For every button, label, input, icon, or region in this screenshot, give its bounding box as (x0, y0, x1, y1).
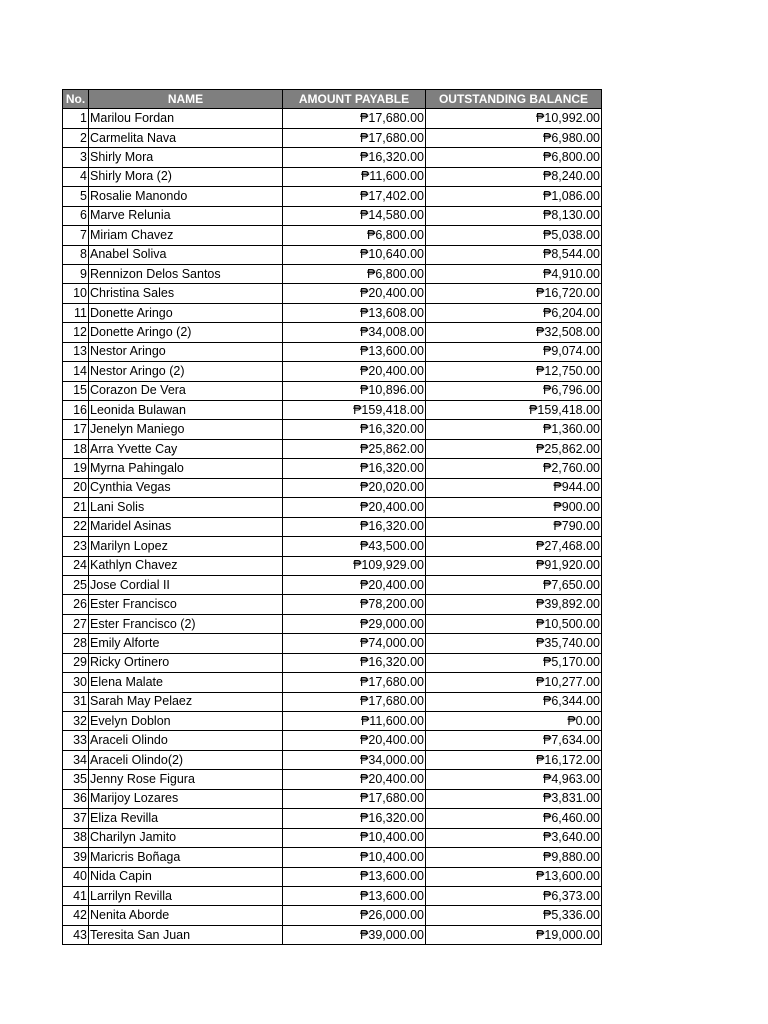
row-number-cell: 2 (63, 128, 89, 147)
row-number-cell: 43 (63, 925, 89, 944)
name-cell: Nenita Aborde (89, 906, 283, 925)
name-cell: Carmelita Nava (89, 128, 283, 147)
amount-payable-cell: ₱10,400.00 (283, 828, 426, 847)
name-cell: Evelyn Doblon (89, 712, 283, 731)
table-row (63, 517, 602, 536)
amount-payable-cell: ₱17,680.00 (283, 692, 426, 711)
table-row (63, 556, 602, 575)
row-number-cell: 10 (63, 284, 89, 303)
name-cell: Marijoy Lozares (89, 789, 283, 808)
outstanding-balance-cell: ₱32,508.00 (426, 323, 602, 342)
row-number-cell: 12 (63, 323, 89, 342)
row-number-cell: 18 (63, 439, 89, 458)
outstanding-balance-cell: ₱10,500.00 (426, 614, 602, 633)
name-cell: Larrilyn Revilla (89, 886, 283, 905)
name-cell: Donette Aringo (2) (89, 323, 283, 342)
table-row (63, 323, 602, 342)
outstanding-balance-cell: ₱3,640.00 (426, 828, 602, 847)
table-row (63, 828, 602, 847)
table-row (63, 109, 602, 128)
amount-payable-cell: ₱20,400.00 (283, 731, 426, 750)
table-row (63, 167, 602, 186)
table-row (63, 692, 602, 711)
name-cell: Arra Yvette Cay (89, 439, 283, 458)
outstanding-balance-cell: ₱8,240.00 (426, 167, 602, 186)
amount-payable-cell: ₱109,929.00 (283, 556, 426, 575)
outstanding-balance-cell: ₱7,634.00 (426, 731, 602, 750)
name-cell: Myrna Pahingalo (89, 459, 283, 478)
header-name: NAME (89, 90, 283, 109)
row-number-cell: 37 (63, 809, 89, 828)
row-number-cell: 16 (63, 401, 89, 420)
amount-payable-cell: ₱43,500.00 (283, 537, 426, 556)
outstanding-balance-cell: ₱3,831.00 (426, 789, 602, 808)
amount-payable-cell: ₱13,600.00 (283, 342, 426, 361)
table-row (63, 264, 602, 283)
table-row (63, 537, 602, 556)
table-row (63, 342, 602, 361)
name-cell: Eliza Revilla (89, 809, 283, 828)
amount-payable-cell: ₱16,320.00 (283, 653, 426, 672)
name-cell: Cynthia Vegas (89, 478, 283, 497)
amount-payable-cell: ₱26,000.00 (283, 906, 426, 925)
amount-payable-cell: ₱20,400.00 (283, 362, 426, 381)
amount-payable-cell: ₱16,320.00 (283, 517, 426, 536)
outstanding-balance-cell: ₱12,750.00 (426, 362, 602, 381)
outstanding-balance-cell: ₱6,204.00 (426, 303, 602, 322)
table-row (63, 498, 602, 517)
name-cell: Miriam Chavez (89, 226, 283, 245)
row-number-cell: 42 (63, 906, 89, 925)
table-row (63, 789, 602, 808)
outstanding-balance-cell: ₱7,650.00 (426, 575, 602, 594)
table-row (63, 401, 602, 420)
row-number-cell: 1 (63, 109, 89, 128)
table-row (63, 673, 602, 692)
name-cell: Jose Cordial II (89, 575, 283, 594)
name-cell: Anabel Soliva (89, 245, 283, 264)
amount-payable-cell: ₱78,200.00 (283, 595, 426, 614)
amount-payable-cell: ₱16,320.00 (283, 809, 426, 828)
table-row (63, 478, 602, 497)
table-row (63, 906, 602, 925)
amount-payable-cell: ₱13,600.00 (283, 867, 426, 886)
amount-payable-cell: ₱25,862.00 (283, 439, 426, 458)
amount-payable-cell: ₱17,402.00 (283, 187, 426, 206)
table-row (63, 653, 602, 672)
amount-payable-cell: ₱16,320.00 (283, 459, 426, 478)
outstanding-balance-cell: ₱2,760.00 (426, 459, 602, 478)
outstanding-balance-cell: ₱1,360.00 (426, 420, 602, 439)
row-number-cell: 30 (63, 673, 89, 692)
name-cell: Nestor Aringo (2) (89, 362, 283, 381)
row-number-cell: 15 (63, 381, 89, 400)
outstanding-balance-cell: ₱5,336.00 (426, 906, 602, 925)
row-number-cell: 40 (63, 867, 89, 886)
outstanding-balance-cell: ₱35,740.00 (426, 634, 602, 653)
row-number-cell: 6 (63, 206, 89, 225)
outstanding-balance-cell: ₱0.00 (426, 712, 602, 731)
table-row (63, 226, 602, 245)
name-cell: Jenny Rose Figura (89, 770, 283, 789)
name-cell: Rennizon Delos Santos (89, 264, 283, 283)
row-number-cell: 29 (63, 653, 89, 672)
amount-payable-cell: ₱13,600.00 (283, 886, 426, 905)
outstanding-balance-cell: ₱944.00 (426, 478, 602, 497)
name-cell: Maricris Boñaga (89, 848, 283, 867)
name-cell: Christina Sales (89, 284, 283, 303)
table-row (63, 148, 602, 167)
row-number-cell: 13 (63, 342, 89, 361)
row-number-cell: 20 (63, 478, 89, 497)
outstanding-balance-cell: ₱900.00 (426, 498, 602, 517)
table-row (63, 381, 602, 400)
amount-payable-cell: ₱20,400.00 (283, 575, 426, 594)
amount-payable-cell: ₱13,608.00 (283, 303, 426, 322)
table-row (63, 867, 602, 886)
row-number-cell: 39 (63, 848, 89, 867)
table-row (63, 206, 602, 225)
outstanding-balance-cell: ₱6,373.00 (426, 886, 602, 905)
row-number-cell: 21 (63, 498, 89, 517)
outstanding-balance-cell: ₱6,344.00 (426, 692, 602, 711)
table-row (63, 634, 602, 653)
outstanding-balance-cell: ₱8,130.00 (426, 206, 602, 225)
header-outstanding-balance: OUTSTANDING BALANCE (426, 90, 602, 109)
amount-payable-cell: ₱11,600.00 (283, 712, 426, 731)
outstanding-balance-cell: ₱91,920.00 (426, 556, 602, 575)
outstanding-balance-cell: ₱25,862.00 (426, 439, 602, 458)
row-number-cell: 8 (63, 245, 89, 264)
outstanding-balance-cell: ₱19,000.00 (426, 925, 602, 944)
amount-payable-cell: ₱34,000.00 (283, 750, 426, 769)
header-row (63, 90, 602, 109)
row-number-cell: 27 (63, 614, 89, 633)
row-number-cell: 41 (63, 886, 89, 905)
outstanding-balance-cell: ₱10,992.00 (426, 109, 602, 128)
name-cell: Nida Capin (89, 867, 283, 886)
name-cell: Kathlyn Chavez (89, 556, 283, 575)
table-row (63, 439, 602, 458)
name-cell: Araceli Olindo(2) (89, 750, 283, 769)
name-cell: Shirly Mora (2) (89, 167, 283, 186)
table-row (63, 187, 602, 206)
name-cell: Marilyn Lopez (89, 537, 283, 556)
name-cell: Rosalie Manondo (89, 187, 283, 206)
table-row (63, 575, 602, 594)
amount-payable-cell: ₱20,020.00 (283, 478, 426, 497)
name-cell: Jenelyn Maniego (89, 420, 283, 439)
amount-payable-cell: ₱74,000.00 (283, 634, 426, 653)
amount-payable-cell: ₱17,680.00 (283, 109, 426, 128)
name-cell: Maridel Asinas (89, 517, 283, 536)
balance-table (62, 89, 602, 945)
outstanding-balance-cell: ₱6,800.00 (426, 148, 602, 167)
amount-payable-cell: ₱17,680.00 (283, 128, 426, 147)
outstanding-balance-cell: ₱5,170.00 (426, 653, 602, 672)
name-cell: Marilou Fordan (89, 109, 283, 128)
name-cell: Ricky Ortinero (89, 653, 283, 672)
table-row (63, 245, 602, 264)
row-number-cell: 31 (63, 692, 89, 711)
name-cell: Emily Alforte (89, 634, 283, 653)
amount-payable-cell: ₱14,580.00 (283, 206, 426, 225)
name-cell: Donette Aringo (89, 303, 283, 322)
outstanding-balance-cell: ₱16,720.00 (426, 284, 602, 303)
table-header (63, 90, 602, 109)
row-number-cell: 5 (63, 187, 89, 206)
amount-payable-cell: ₱16,320.00 (283, 420, 426, 439)
outstanding-balance-cell: ₱6,460.00 (426, 809, 602, 828)
table-row (63, 809, 602, 828)
outstanding-balance-cell: ₱1,086.00 (426, 187, 602, 206)
table-row (63, 459, 602, 478)
outstanding-balance-cell: ₱9,880.00 (426, 848, 602, 867)
outstanding-balance-cell: ₱10,277.00 (426, 673, 602, 692)
row-number-cell: 3 (63, 148, 89, 167)
outstanding-balance-cell: ₱4,910.00 (426, 264, 602, 283)
table-row (63, 614, 602, 633)
name-cell: Ester Francisco (2) (89, 614, 283, 633)
outstanding-balance-cell: ₱159,418.00 (426, 401, 602, 420)
amount-payable-cell: ₱6,800.00 (283, 226, 426, 245)
amount-payable-cell: ₱20,400.00 (283, 284, 426, 303)
amount-payable-cell: ₱34,008.00 (283, 323, 426, 342)
name-cell: Elena Malate (89, 673, 283, 692)
amount-payable-cell: ₱10,896.00 (283, 381, 426, 400)
name-cell: Araceli Olindo (89, 731, 283, 750)
amount-payable-cell: ₱20,400.00 (283, 770, 426, 789)
outstanding-balance-cell: ₱9,074.00 (426, 342, 602, 361)
row-number-cell: 9 (63, 264, 89, 283)
row-number-cell: 32 (63, 712, 89, 731)
table-body (63, 109, 602, 945)
row-number-cell: 36 (63, 789, 89, 808)
table-row (63, 750, 602, 769)
name-cell: Lani Solis (89, 498, 283, 517)
amount-payable-cell: ₱17,680.00 (283, 789, 426, 808)
row-number-cell: 34 (63, 750, 89, 769)
row-number-cell: 26 (63, 595, 89, 614)
amount-payable-cell: ₱10,640.00 (283, 245, 426, 264)
row-number-cell: 35 (63, 770, 89, 789)
name-cell: Ester Francisco (89, 595, 283, 614)
table-row (63, 925, 602, 944)
table-row (63, 128, 602, 147)
name-cell: Teresita San Juan (89, 925, 283, 944)
amount-payable-cell: ₱6,800.00 (283, 264, 426, 283)
outstanding-balance-cell: ₱16,172.00 (426, 750, 602, 769)
outstanding-balance-cell: ₱8,544.00 (426, 245, 602, 264)
table-row (63, 770, 602, 789)
row-number-cell: 17 (63, 420, 89, 439)
amount-payable-cell: ₱159,418.00 (283, 401, 426, 420)
table-row (63, 284, 602, 303)
name-cell: Nestor Aringo (89, 342, 283, 361)
name-cell: Sarah May Pelaez (89, 692, 283, 711)
table-row (63, 712, 602, 731)
header-amount-payable: AMOUNT PAYABLE (283, 90, 426, 109)
row-number-cell: 7 (63, 226, 89, 245)
outstanding-balance-cell: ₱6,980.00 (426, 128, 602, 147)
row-number-cell: 28 (63, 634, 89, 653)
amount-payable-cell: ₱16,320.00 (283, 148, 426, 167)
name-cell: Shirly Mora (89, 148, 283, 167)
outstanding-balance-cell: ₱27,468.00 (426, 537, 602, 556)
outstanding-balance-cell: ₱6,796.00 (426, 381, 602, 400)
outstanding-balance-cell: ₱13,600.00 (426, 867, 602, 886)
amount-payable-cell: ₱20,400.00 (283, 498, 426, 517)
table-row (63, 303, 602, 322)
amount-payable-cell: ₱29,000.00 (283, 614, 426, 633)
header-no: No. (63, 90, 89, 109)
table-row (63, 420, 602, 439)
row-number-cell: 24 (63, 556, 89, 575)
outstanding-balance-cell: ₱39,892.00 (426, 595, 602, 614)
amount-payable-cell: ₱11,600.00 (283, 167, 426, 186)
table-row (63, 595, 602, 614)
name-cell: Leonida Bulawan (89, 401, 283, 420)
table-row (63, 848, 602, 867)
row-number-cell: 14 (63, 362, 89, 381)
table-row (63, 886, 602, 905)
outstanding-balance-cell: ₱790.00 (426, 517, 602, 536)
row-number-cell: 19 (63, 459, 89, 478)
row-number-cell: 38 (63, 828, 89, 847)
amount-payable-cell: ₱39,000.00 (283, 925, 426, 944)
name-cell: Charilyn Jamito (89, 828, 283, 847)
row-number-cell: 33 (63, 731, 89, 750)
table-row (63, 731, 602, 750)
amount-payable-cell: ₱10,400.00 (283, 848, 426, 867)
row-number-cell: 11 (63, 303, 89, 322)
row-number-cell: 23 (63, 537, 89, 556)
row-number-cell: 22 (63, 517, 89, 536)
outstanding-balance-cell: ₱4,963.00 (426, 770, 602, 789)
row-number-cell: 25 (63, 575, 89, 594)
row-number-cell: 4 (63, 167, 89, 186)
name-cell: Corazon De Vera (89, 381, 283, 400)
outstanding-balance-cell: ₱5,038.00 (426, 226, 602, 245)
table-row (63, 362, 602, 381)
name-cell: Marve Relunia (89, 206, 283, 225)
amount-payable-cell: ₱17,680.00 (283, 673, 426, 692)
